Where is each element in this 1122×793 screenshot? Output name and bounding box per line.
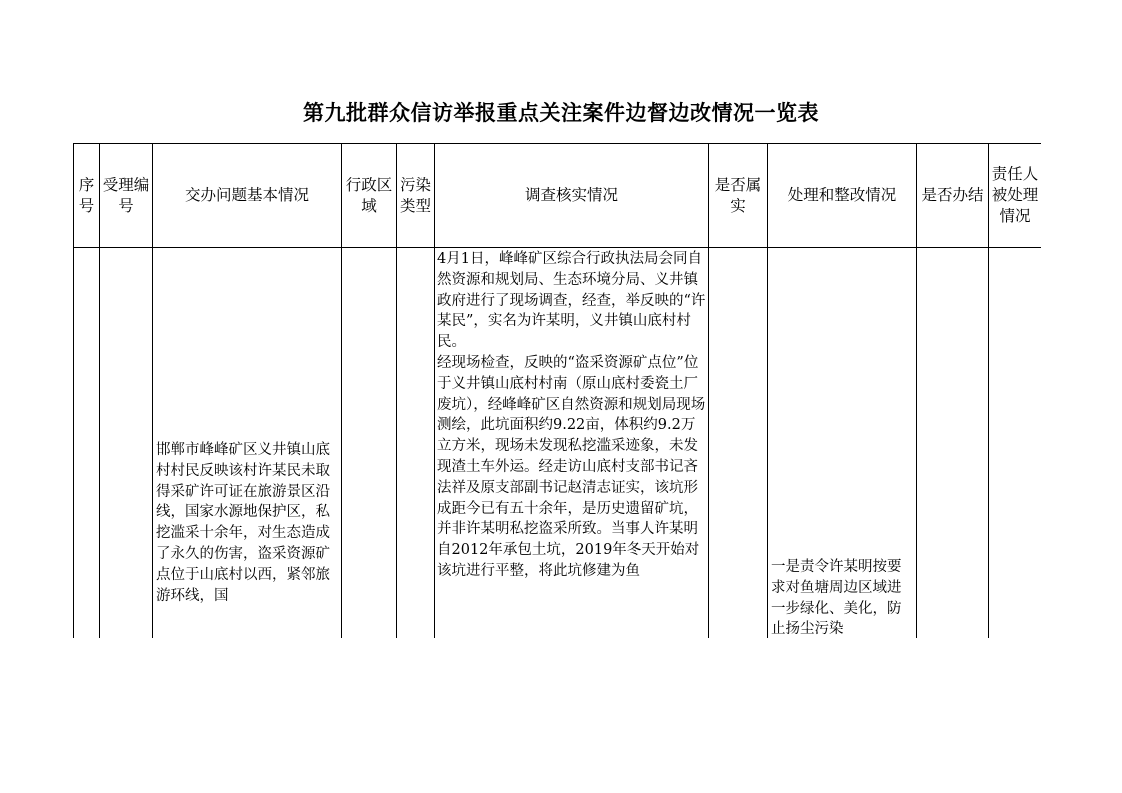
investigation-paragraph-1: 4月1日，峰峰矿区综合行政执法局会同自然资源和规划局、生态环境分局、义井镇政府进行了现场调查，经查，举反映的“许某民”，实名为许某明，义井镇山底村村民。 [437,251,706,351]
cell-accept-no [100,248,153,639]
header-investigation: 调查核实情况 [435,144,709,248]
page-title: 第九批群众信访举报重点关注案件边督边改情况一览表 [303,101,819,125]
header-seq: 序号 [74,144,100,248]
cell-investigation [435,248,709,639]
cell-seq [74,248,100,639]
header-basic-info: 交办问题基本情况 [153,144,342,248]
header-is-true: 是否属实 [709,144,768,248]
cell-pollution-type [397,248,435,639]
header-accountability: 责任人被处理情况 [989,144,1042,248]
header-handling: 处理和整改情况 [768,144,917,248]
header-region: 行政区域 [342,144,397,248]
header-accept-no: 受理编号 [100,144,153,248]
table-row [74,248,1042,639]
cell-accountability [989,248,1042,639]
cell-handling: 一是责令许某明按要求对鱼塘周边区域进一步绿化、美化，防止扬尘污染 [768,248,917,639]
investigation-paragraph-2: 经现场检查，反映的“盗采资源矿点位”位于义井镇山底村村南（原山底村委瓷土厂废坑），经峰峰矿区自然资源和规划局现场测绘，此坑面积约9.22亩，体积约9.2万立方米，现场未发现私挖滥采迹象，未发现渣土车外运。经走访山底村支部书记吝法祥及原支部副书记赵清志证实，该坑形成距今已有五十余年，是历史遗留矿坑，并非许某明私挖盗采所致。当事人许某明自2012年承包土坑，2019年冬天开始对该坑进行平整，将此坑修建为鱼 [437,354,706,579]
cell-is-true [709,248,768,639]
case-table [73,143,1041,638]
cell-is-closed [917,248,989,639]
case-table-container [73,143,1041,638]
header-is-closed: 是否办结 [917,144,989,248]
cell-region [342,248,397,639]
cell-basic-info: 邯郸市峰峰矿区义井镇山底村村民反映该村许某民未取得采矿许可证在旅游景区沿线，国家水源地保护区，私挖滥采十余年，对生态造成了永久的伤害，盗采资源矿点位于山底村以西，紧邻旅游环线，国 [153,248,342,639]
header-row [74,144,1042,248]
header-pollution-type: 污染类型 [397,144,435,248]
